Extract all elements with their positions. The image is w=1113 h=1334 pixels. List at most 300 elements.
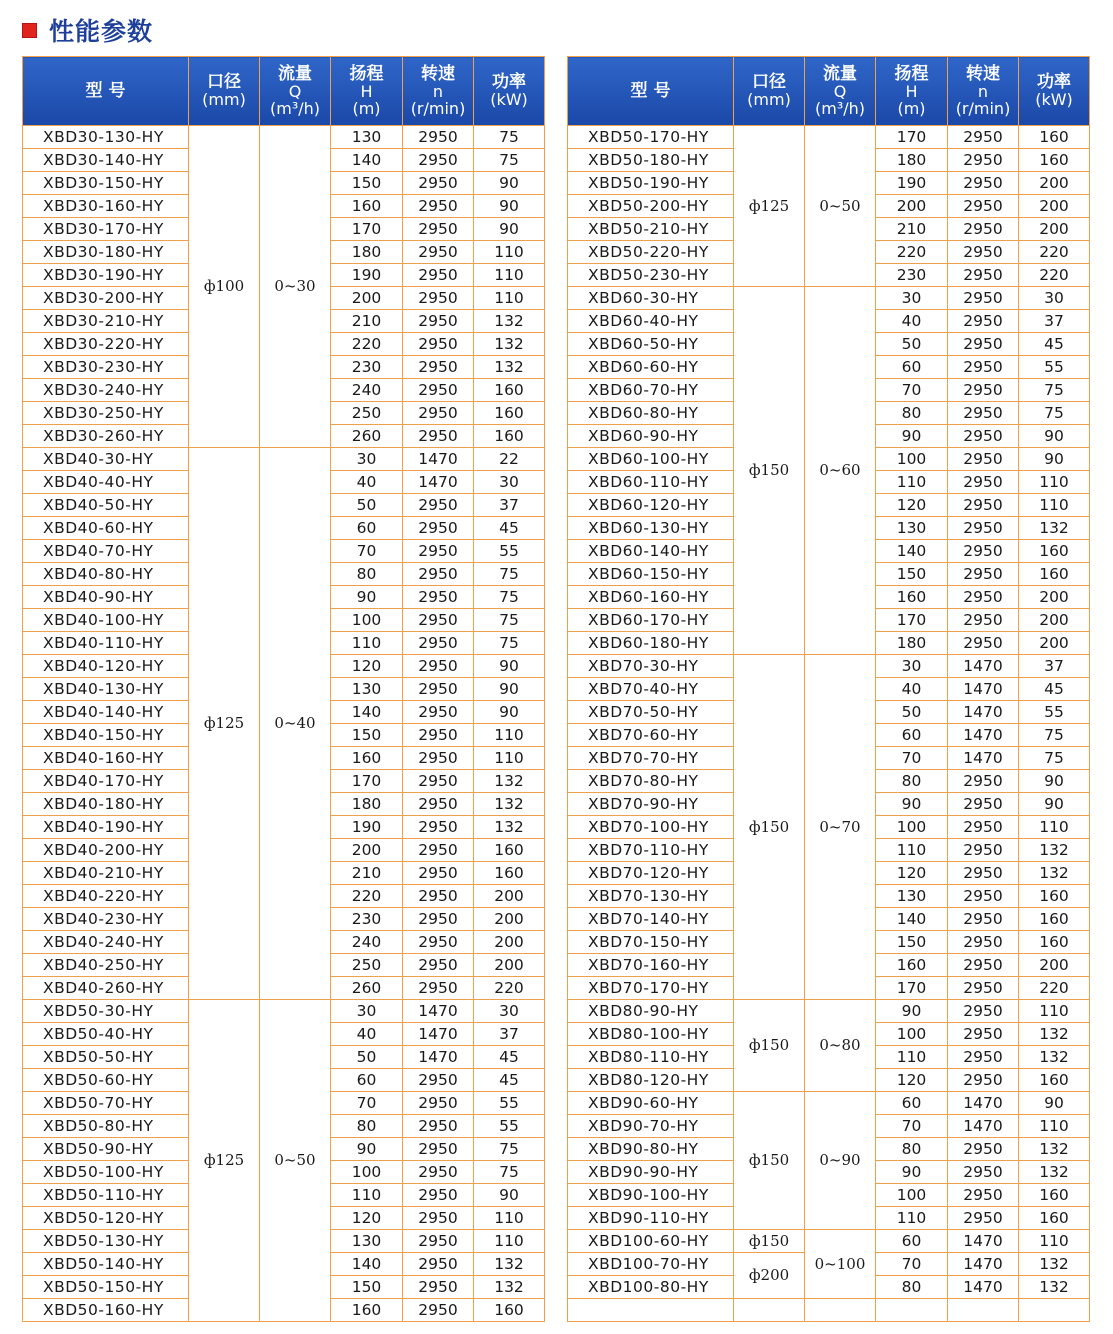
power-cell: 45 xyxy=(474,1046,545,1069)
speed-cell: 2950 xyxy=(948,471,1019,494)
power-cell: 160 xyxy=(474,379,545,402)
speed-cell: 2950 xyxy=(948,379,1019,402)
speed-cell: 2950 xyxy=(948,425,1019,448)
power-cell: 110 xyxy=(474,1230,545,1253)
speed-cell: 2950 xyxy=(948,609,1019,632)
model-cell: XBD50-120-HY xyxy=(23,1207,189,1230)
power-cell: 110 xyxy=(474,747,545,770)
speed-cell: 2950 xyxy=(403,678,474,701)
model-cell: XBD30-170-HY xyxy=(23,218,189,241)
model-cell: XBD60-160-HY xyxy=(568,586,734,609)
model-cell: XBD70-60-HY xyxy=(568,724,734,747)
head-cell: 150 xyxy=(331,172,403,195)
model-cell: XBD90-110-HY xyxy=(568,1207,734,1230)
model-cell: XBD70-90-HY xyxy=(568,793,734,816)
power-cell: 37 xyxy=(1019,655,1090,678)
speed-cell: 2950 xyxy=(403,655,474,678)
head-cell: 80 xyxy=(876,770,948,793)
power-cell: 75 xyxy=(474,609,545,632)
head-cell: 130 xyxy=(876,885,948,908)
head-cell: 230 xyxy=(331,908,403,931)
power-cell: 160 xyxy=(1019,126,1090,149)
speed-cell: 2950 xyxy=(948,885,1019,908)
head-cell: 40 xyxy=(876,310,948,333)
power-cell: 160 xyxy=(1019,1069,1090,1092)
speed-cell: 1470 xyxy=(948,655,1019,678)
power-cell: 37 xyxy=(474,1023,545,1046)
power-cell: 160 xyxy=(1019,149,1090,172)
head-cell: 260 xyxy=(331,425,403,448)
speed-cell: 2950 xyxy=(403,310,474,333)
speed-cell: 2950 xyxy=(403,402,474,425)
model-cell: XBD60-30-HY xyxy=(568,287,734,310)
speed-cell: 2950 xyxy=(403,1276,474,1299)
model-cell: XBD70-170-HY xyxy=(568,977,734,1000)
model-cell: XBD60-70-HY xyxy=(568,379,734,402)
table-body-right xyxy=(568,126,1090,1322)
speed-cell: 2950 xyxy=(403,172,474,195)
head-cell: 140 xyxy=(331,149,403,172)
model-cell: XBD50-90-HY xyxy=(23,1138,189,1161)
model-cell: XBD60-120-HY xyxy=(568,494,734,517)
header-flow: 流量 Q (m³/h) xyxy=(805,57,876,126)
model-cell: XBD100-70-HY xyxy=(568,1253,734,1276)
head-cell: 130 xyxy=(331,1230,403,1253)
flow-cell: 0~30 xyxy=(260,126,331,448)
table-row xyxy=(568,1000,1090,1023)
model-cell: XBD50-170-HY xyxy=(568,126,734,149)
model-cell: XBD70-100-HY xyxy=(568,816,734,839)
speed-cell: 1470 xyxy=(948,747,1019,770)
power-cell: 90 xyxy=(474,195,545,218)
head-cell: 100 xyxy=(876,1184,948,1207)
head-cell: 90 xyxy=(876,1000,948,1023)
speed-cell: 2950 xyxy=(948,1046,1019,1069)
speed-cell: 2950 xyxy=(948,287,1019,310)
speed-cell: 2950 xyxy=(948,149,1019,172)
table-row xyxy=(23,448,545,471)
speed-cell: 2950 xyxy=(403,793,474,816)
speed-cell: 2950 xyxy=(403,425,474,448)
speed-cell: 2950 xyxy=(948,1184,1019,1207)
head-cell: 30 xyxy=(331,448,403,471)
speed-cell: 2950 xyxy=(948,1023,1019,1046)
head-cell: 90 xyxy=(331,586,403,609)
head-cell: 170 xyxy=(331,770,403,793)
model-cell: XBD50-210-HY xyxy=(568,218,734,241)
model-cell: XBD90-100-HY xyxy=(568,1184,734,1207)
head-cell: 100 xyxy=(876,816,948,839)
header-power: 功率 (kW) xyxy=(1019,57,1090,126)
model-cell: XBD40-50-HY xyxy=(23,494,189,517)
header-diameter: 口径 (mm) xyxy=(189,57,260,126)
head-cell: 160 xyxy=(876,954,948,977)
power-cell: 110 xyxy=(474,1207,545,1230)
model-cell: XBD40-100-HY xyxy=(23,609,189,632)
model-cell: XBD30-240-HY xyxy=(23,379,189,402)
model-cell: XBD50-130-HY xyxy=(23,1230,189,1253)
head-cell: 210 xyxy=(331,310,403,333)
head-cell: 60 xyxy=(331,1069,403,1092)
power-cell: 132 xyxy=(1019,839,1090,862)
power-cell: 75 xyxy=(1019,724,1090,747)
model-cell: XBD50-50-HY xyxy=(23,1046,189,1069)
speed-cell: 2950 xyxy=(948,126,1019,149)
power-cell: 90 xyxy=(1019,770,1090,793)
head-cell: 250 xyxy=(331,954,403,977)
model-cell: XBD30-190-HY xyxy=(23,264,189,287)
speed-cell: 2950 xyxy=(403,333,474,356)
model-cell: XBD40-210-HY xyxy=(23,862,189,885)
head-cell: 60 xyxy=(876,1092,948,1115)
head-cell: 90 xyxy=(876,1161,948,1184)
power-cell: 22 xyxy=(474,448,545,471)
header-head: 扬程 H (m) xyxy=(876,57,948,126)
model-cell: XBD90-80-HY xyxy=(568,1138,734,1161)
power-cell: 160 xyxy=(474,862,545,885)
head-cell: 70 xyxy=(876,1115,948,1138)
power-cell: 75 xyxy=(474,126,545,149)
flow-cell: 0~40 xyxy=(260,448,331,1000)
speed-cell: 2950 xyxy=(948,1000,1019,1023)
model-cell: XBD40-70-HY xyxy=(23,540,189,563)
power-cell: 75 xyxy=(1019,402,1090,425)
model-cell: XBD50-80-HY xyxy=(23,1115,189,1138)
head-cell: 190 xyxy=(876,172,948,195)
head-cell: 180 xyxy=(331,793,403,816)
head-cell: 110 xyxy=(876,839,948,862)
head-cell: 80 xyxy=(331,563,403,586)
speed-cell: 1470 xyxy=(403,1000,474,1023)
header-diameter: 口径 (mm) xyxy=(734,57,805,126)
header-speed: 转速 n (r/min) xyxy=(948,57,1019,126)
power-cell: 90 xyxy=(1019,448,1090,471)
speed-cell: 2950 xyxy=(948,931,1019,954)
model-cell: XBD40-120-HY xyxy=(23,655,189,678)
power-cell: 132 xyxy=(474,310,545,333)
model-cell: XBD60-130-HY xyxy=(568,517,734,540)
head-cell: 250 xyxy=(331,402,403,425)
speed-cell: 2950 xyxy=(948,448,1019,471)
model-cell: XBD70-130-HY xyxy=(568,885,734,908)
model-cell: XBD40-150-HY xyxy=(23,724,189,747)
head-cell: 170 xyxy=(876,609,948,632)
model-cell: XBD40-180-HY xyxy=(23,793,189,816)
diameter-cell: ф200 xyxy=(734,1253,805,1299)
head-cell: 90 xyxy=(876,425,948,448)
power-cell: 160 xyxy=(1019,1184,1090,1207)
power-cell: 45 xyxy=(474,1069,545,1092)
model-cell: XBD40-220-HY xyxy=(23,885,189,908)
head-cell: 80 xyxy=(876,402,948,425)
model-cell: XBD60-110-HY xyxy=(568,471,734,494)
power-cell: 55 xyxy=(474,1092,545,1115)
head-cell: 90 xyxy=(331,1138,403,1161)
page-title xyxy=(22,12,153,48)
speed-cell: 2950 xyxy=(403,977,474,1000)
model-cell: XBD80-90-HY xyxy=(568,1000,734,1023)
table-row xyxy=(568,287,1090,310)
speed-cell: 2950 xyxy=(948,1069,1019,1092)
power-cell: 90 xyxy=(474,218,545,241)
flow-cell: 0~90 xyxy=(805,1092,876,1230)
power-cell: 55 xyxy=(474,1115,545,1138)
power-cell: 110 xyxy=(474,241,545,264)
diameter-cell: ф150 xyxy=(734,1230,805,1253)
model-cell: XBD30-230-HY xyxy=(23,356,189,379)
head-cell: 160 xyxy=(876,586,948,609)
header-row xyxy=(23,57,545,126)
power-cell: 45 xyxy=(1019,678,1090,701)
head-cell: 50 xyxy=(331,494,403,517)
power-cell: 132 xyxy=(1019,1023,1090,1046)
speed-cell: 2950 xyxy=(403,287,474,310)
model-cell: XBD40-40-HY xyxy=(23,471,189,494)
speed-cell: 2950 xyxy=(948,172,1019,195)
head-cell: 140 xyxy=(331,701,403,724)
model-cell: XBD50-230-HY xyxy=(568,264,734,287)
power-cell: 132 xyxy=(1019,517,1090,540)
head-cell: 180 xyxy=(876,149,948,172)
model-cell: XBD50-40-HY xyxy=(23,1023,189,1046)
speed-cell: 1470 xyxy=(948,724,1019,747)
speed-cell: 1470 xyxy=(403,1023,474,1046)
speed-cell: 2950 xyxy=(403,356,474,379)
speed-cell: 2950 xyxy=(403,379,474,402)
power-cell: 110 xyxy=(1019,1230,1090,1253)
power-cell: 200 xyxy=(474,954,545,977)
head-cell: 220 xyxy=(331,885,403,908)
speed-cell: 2950 xyxy=(948,540,1019,563)
head-cell: 230 xyxy=(876,264,948,287)
speed-cell: 2950 xyxy=(403,264,474,287)
speed-cell: 2950 xyxy=(403,1230,474,1253)
model-cell: XBD70-50-HY xyxy=(568,701,734,724)
power-cell: 75 xyxy=(474,149,545,172)
speed-cell: 2950 xyxy=(403,609,474,632)
title-bullet-icon xyxy=(22,23,37,38)
power-cell: 200 xyxy=(474,908,545,931)
blank-cell xyxy=(734,1299,805,1322)
head-cell: 80 xyxy=(876,1138,948,1161)
head-cell: 160 xyxy=(331,1299,403,1322)
head-cell: 100 xyxy=(331,1161,403,1184)
head-cell: 40 xyxy=(331,471,403,494)
speed-cell: 2950 xyxy=(403,954,474,977)
speed-cell: 2950 xyxy=(948,770,1019,793)
model-cell: XBD30-220-HY xyxy=(23,333,189,356)
model-cell: XBD40-250-HY xyxy=(23,954,189,977)
power-cell: 132 xyxy=(1019,862,1090,885)
speed-cell: 2950 xyxy=(403,1161,474,1184)
power-cell: 132 xyxy=(474,793,545,816)
head-cell: 110 xyxy=(876,1046,948,1069)
model-cell: XBD30-250-HY xyxy=(23,402,189,425)
head-cell: 200 xyxy=(331,287,403,310)
blank-cell xyxy=(876,1299,948,1322)
power-cell: 75 xyxy=(474,632,545,655)
head-cell: 230 xyxy=(331,356,403,379)
speed-cell: 2950 xyxy=(948,264,1019,287)
speed-cell: 2950 xyxy=(403,632,474,655)
head-cell: 110 xyxy=(331,632,403,655)
model-cell: XBD60-90-HY xyxy=(568,425,734,448)
speed-cell: 2950 xyxy=(948,333,1019,356)
speed-cell: 2950 xyxy=(403,724,474,747)
model-cell: XBD50-60-HY xyxy=(23,1069,189,1092)
head-cell: 70 xyxy=(876,379,948,402)
power-cell: 132 xyxy=(474,1253,545,1276)
head-cell: 60 xyxy=(876,1230,948,1253)
head-cell: 100 xyxy=(876,1023,948,1046)
flow-cell: 0~60 xyxy=(805,287,876,655)
head-cell: 50 xyxy=(876,701,948,724)
speed-cell: 2950 xyxy=(403,540,474,563)
model-cell: XBD60-100-HY xyxy=(568,448,734,471)
power-cell: 160 xyxy=(1019,540,1090,563)
model-cell: XBD70-80-HY xyxy=(568,770,734,793)
speed-cell: 2950 xyxy=(403,885,474,908)
power-cell: 200 xyxy=(1019,586,1090,609)
speed-cell: 2950 xyxy=(948,908,1019,931)
power-cell: 132 xyxy=(1019,1046,1090,1069)
speed-cell: 2950 xyxy=(403,770,474,793)
flow-cell: 0~100 xyxy=(805,1230,876,1299)
speed-cell: 2950 xyxy=(403,908,474,931)
speed-cell: 1470 xyxy=(948,678,1019,701)
model-cell: XBD50-110-HY xyxy=(23,1184,189,1207)
speed-cell: 2950 xyxy=(948,793,1019,816)
power-cell: 75 xyxy=(1019,747,1090,770)
model-cell: XBD90-90-HY xyxy=(568,1161,734,1184)
blank-cell xyxy=(568,1299,734,1322)
power-cell: 132 xyxy=(474,1276,545,1299)
power-cell: 55 xyxy=(474,540,545,563)
power-cell: 90 xyxy=(1019,1092,1090,1115)
model-cell: XBD40-190-HY xyxy=(23,816,189,839)
model-cell: XBD30-180-HY xyxy=(23,241,189,264)
speed-cell: 2950 xyxy=(403,241,474,264)
speed-cell: 2950 xyxy=(403,586,474,609)
power-cell: 90 xyxy=(474,701,545,724)
head-cell: 100 xyxy=(876,448,948,471)
model-cell: XBD40-170-HY xyxy=(23,770,189,793)
model-cell: XBD40-80-HY xyxy=(23,563,189,586)
speed-cell: 1470 xyxy=(948,1115,1019,1138)
speed-cell: 2950 xyxy=(403,747,474,770)
flow-cell: 0~80 xyxy=(805,1000,876,1092)
model-cell: XBD70-110-HY xyxy=(568,839,734,862)
power-cell: 37 xyxy=(474,494,545,517)
power-cell: 75 xyxy=(474,1161,545,1184)
speed-cell: 1470 xyxy=(948,1230,1019,1253)
speed-cell: 2950 xyxy=(403,494,474,517)
head-cell: 40 xyxy=(876,678,948,701)
model-cell: XBD60-40-HY xyxy=(568,310,734,333)
table-row xyxy=(23,126,545,149)
speed-cell: 2950 xyxy=(403,195,474,218)
head-cell: 70 xyxy=(331,540,403,563)
power-cell: 220 xyxy=(1019,977,1090,1000)
speed-cell: 2950 xyxy=(403,218,474,241)
blank-cell xyxy=(805,1299,876,1322)
model-cell: XBD70-140-HY xyxy=(568,908,734,931)
model-cell: XBD30-130-HY xyxy=(23,126,189,149)
model-cell: XBD30-210-HY xyxy=(23,310,189,333)
table-row xyxy=(23,1000,545,1023)
speed-cell: 2950 xyxy=(403,701,474,724)
power-cell: 30 xyxy=(1019,287,1090,310)
model-cell: XBD30-150-HY xyxy=(23,172,189,195)
head-cell: 220 xyxy=(331,333,403,356)
power-cell: 132 xyxy=(1019,1138,1090,1161)
speed-cell: 1470 xyxy=(403,1046,474,1069)
head-cell: 190 xyxy=(331,264,403,287)
head-cell: 220 xyxy=(876,241,948,264)
model-cell: XBD90-60-HY xyxy=(568,1092,734,1115)
model-cell: XBD50-160-HY xyxy=(23,1299,189,1322)
model-cell: XBD50-150-HY xyxy=(23,1276,189,1299)
power-cell: 75 xyxy=(474,586,545,609)
power-cell: 200 xyxy=(1019,632,1090,655)
power-cell: 160 xyxy=(1019,908,1090,931)
speed-cell: 2950 xyxy=(948,356,1019,379)
power-cell: 90 xyxy=(1019,793,1090,816)
speed-cell: 2950 xyxy=(403,126,474,149)
model-cell: XBD100-80-HY xyxy=(568,1276,734,1299)
header-model: 型 号 xyxy=(23,57,189,126)
head-cell: 180 xyxy=(331,241,403,264)
power-cell: 45 xyxy=(474,517,545,540)
model-cell: XBD70-40-HY xyxy=(568,678,734,701)
head-cell: 120 xyxy=(876,494,948,517)
speed-cell: 2950 xyxy=(403,149,474,172)
diameter-cell: ф150 xyxy=(734,655,805,1000)
diameter-cell: ф125 xyxy=(734,126,805,287)
power-cell: 160 xyxy=(1019,1207,1090,1230)
spec-table-right xyxy=(567,56,1090,1322)
head-cell: 70 xyxy=(331,1092,403,1115)
head-cell: 70 xyxy=(876,1253,948,1276)
model-cell: XBD80-100-HY xyxy=(568,1023,734,1046)
power-cell: 90 xyxy=(474,1184,545,1207)
diameter-cell: ф150 xyxy=(734,287,805,655)
head-cell: 210 xyxy=(331,862,403,885)
model-cell: XBD80-110-HY xyxy=(568,1046,734,1069)
speed-cell: 2950 xyxy=(948,241,1019,264)
header-power: 功率 (kW) xyxy=(474,57,545,126)
speed-cell: 2950 xyxy=(403,1184,474,1207)
model-cell: XBD50-100-HY xyxy=(23,1161,189,1184)
head-cell: 130 xyxy=(876,517,948,540)
power-cell: 200 xyxy=(1019,172,1090,195)
diameter-cell: ф125 xyxy=(189,448,260,1000)
speed-cell: 2950 xyxy=(948,977,1019,1000)
speed-cell: 2950 xyxy=(403,862,474,885)
model-cell: XBD50-200-HY xyxy=(568,195,734,218)
power-cell: 90 xyxy=(474,655,545,678)
head-cell: 50 xyxy=(876,333,948,356)
model-cell: XBD40-200-HY xyxy=(23,839,189,862)
speed-cell: 2950 xyxy=(948,816,1019,839)
power-cell: 132 xyxy=(474,816,545,839)
model-cell: XBD50-30-HY xyxy=(23,1000,189,1023)
table-row xyxy=(568,655,1090,678)
model-cell: XBD50-180-HY xyxy=(568,149,734,172)
head-cell: 240 xyxy=(331,379,403,402)
model-cell: XBD40-110-HY xyxy=(23,632,189,655)
speed-cell: 1470 xyxy=(948,1092,1019,1115)
